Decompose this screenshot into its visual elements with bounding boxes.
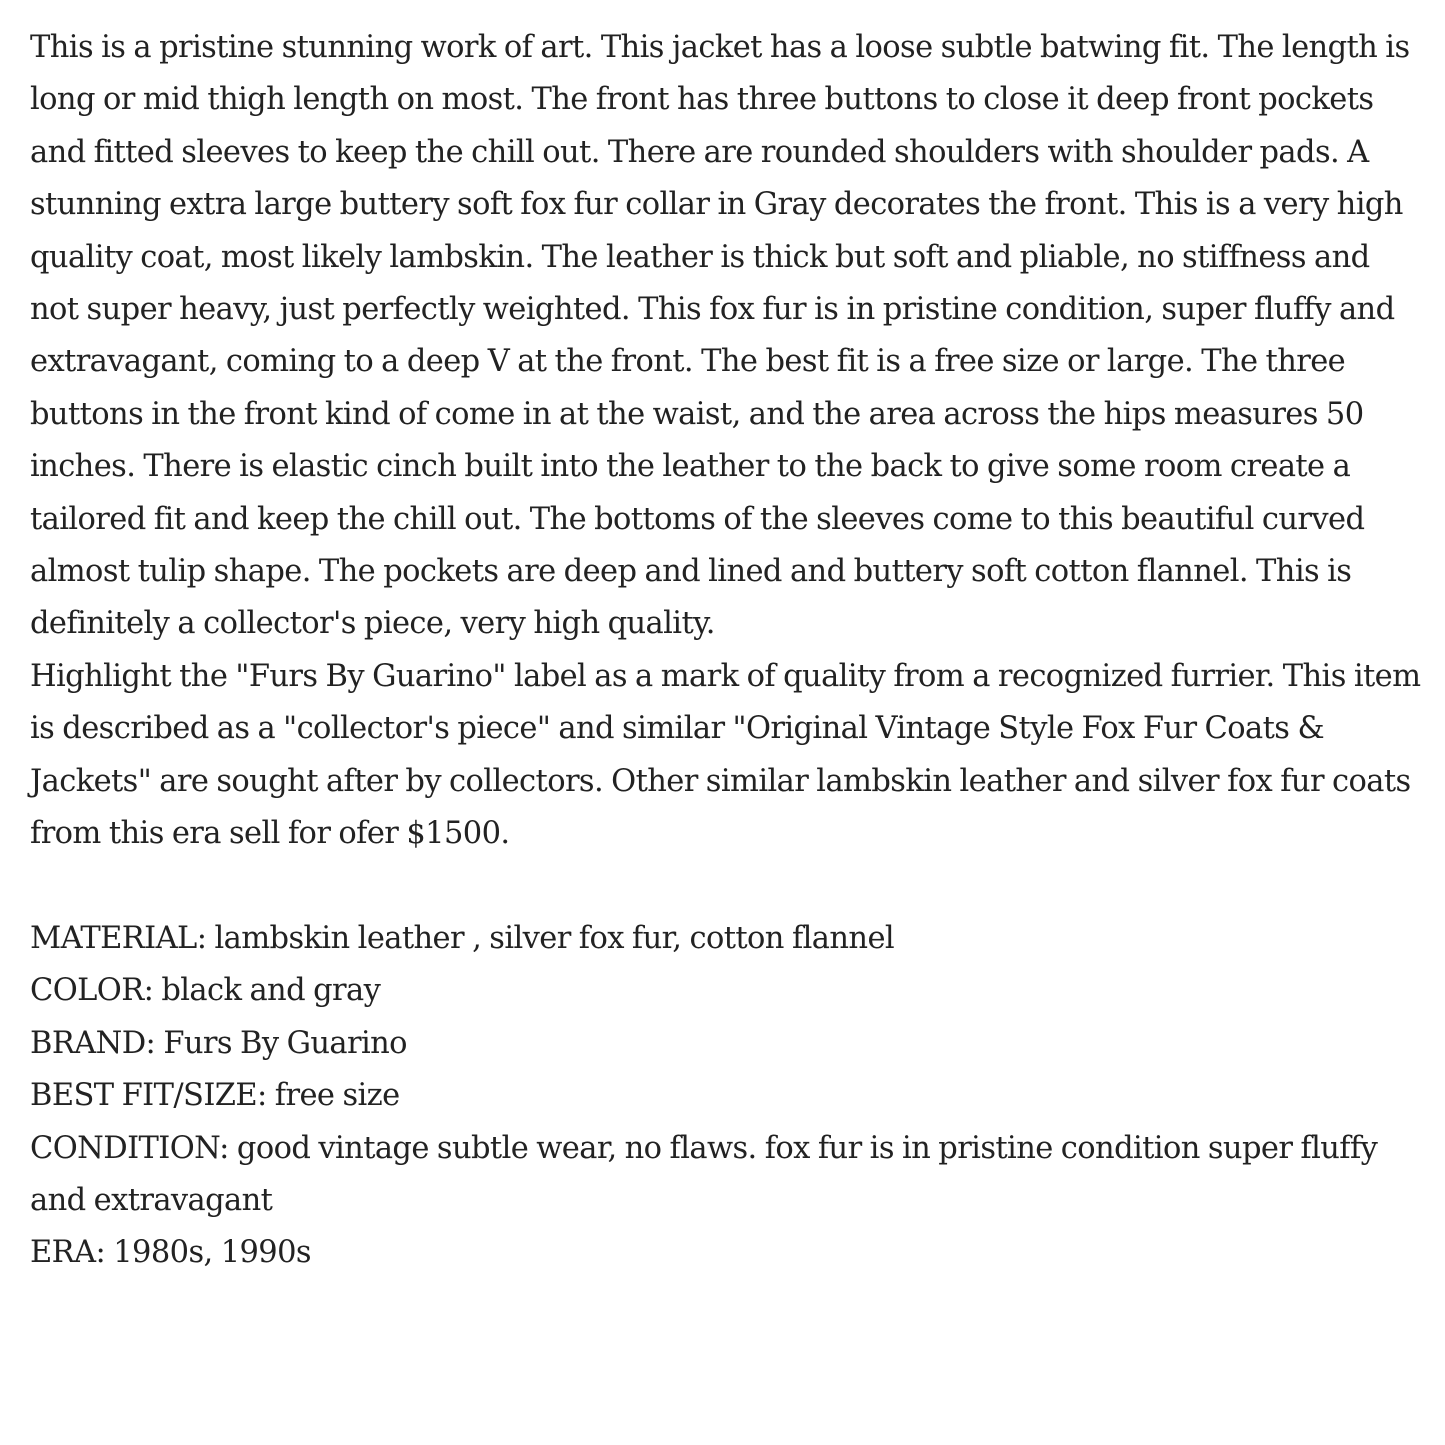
spec-condition: CONDITION: good vintage subtle wear, no flaws. fox fur is in pristine condition super fluffy and extravagant bbox=[30, 1130, 1378, 1218]
spec-material: MATERIAL: lambskin leather , silver fox fur, cotton flannel bbox=[30, 920, 895, 956]
description-paragraph-highlight: Highlight the "Furs By Guarino" label as a mark of quality from a recognized furrier. This item is described as a "collector's piece" and similar "Original Vintage Style Fox Fur Coats & Jackets" are sought after by collectors. Other similar lambskin leather and silver fox fur coats from this era sell for ofer $1500. bbox=[30, 658, 1421, 852]
spec-list bbox=[30, 913, 1425, 1280]
description-paragraph-main: This is a pristine stunning work of art. This jacket has a loose subtle batwing fit. The length is long or mid thigh length on most. The front has three buttons to close it deep front pockets and fitted sleeves to keep the chill out. There are rounded shoulders with shoulder pads. A stunning extra large buttery soft fox fur collar in Gray decorates the front. This is a very high quality coat, most likely lambskin. The leather is thick but soft and pliable, no stiffness and not super heavy, just perfectly weighted. This fox fur is in pristine condition, super fluffy and extravagant, coming to a deep V at the front. The best fit is a free size or large. The three buttons in the front kind of come in at the waist, and the area across the hips measures 50 inches. There is elastic cinch built into the leather to the back to give some room create a tailored fit and keep the chill out. The bottoms of the sleeves come to this beautiful curved almost tulip shape. The pockets are deep and lined and buttery soft cotton flannel. This is definitely a collector's piece, very high quality. bbox=[30, 30, 1410, 642]
spec-brand: BRAND: Furs By Guarino bbox=[30, 1025, 407, 1061]
spec-era: ERA: 1980s, 1990s bbox=[30, 1235, 311, 1271]
spec-color: COLOR: black and gray bbox=[30, 973, 381, 1009]
spec-best-fit-size: BEST FIT/SIZE: free size bbox=[30, 1078, 400, 1114]
product-description bbox=[30, 22, 1425, 1280]
section-spacer bbox=[30, 861, 1425, 913]
